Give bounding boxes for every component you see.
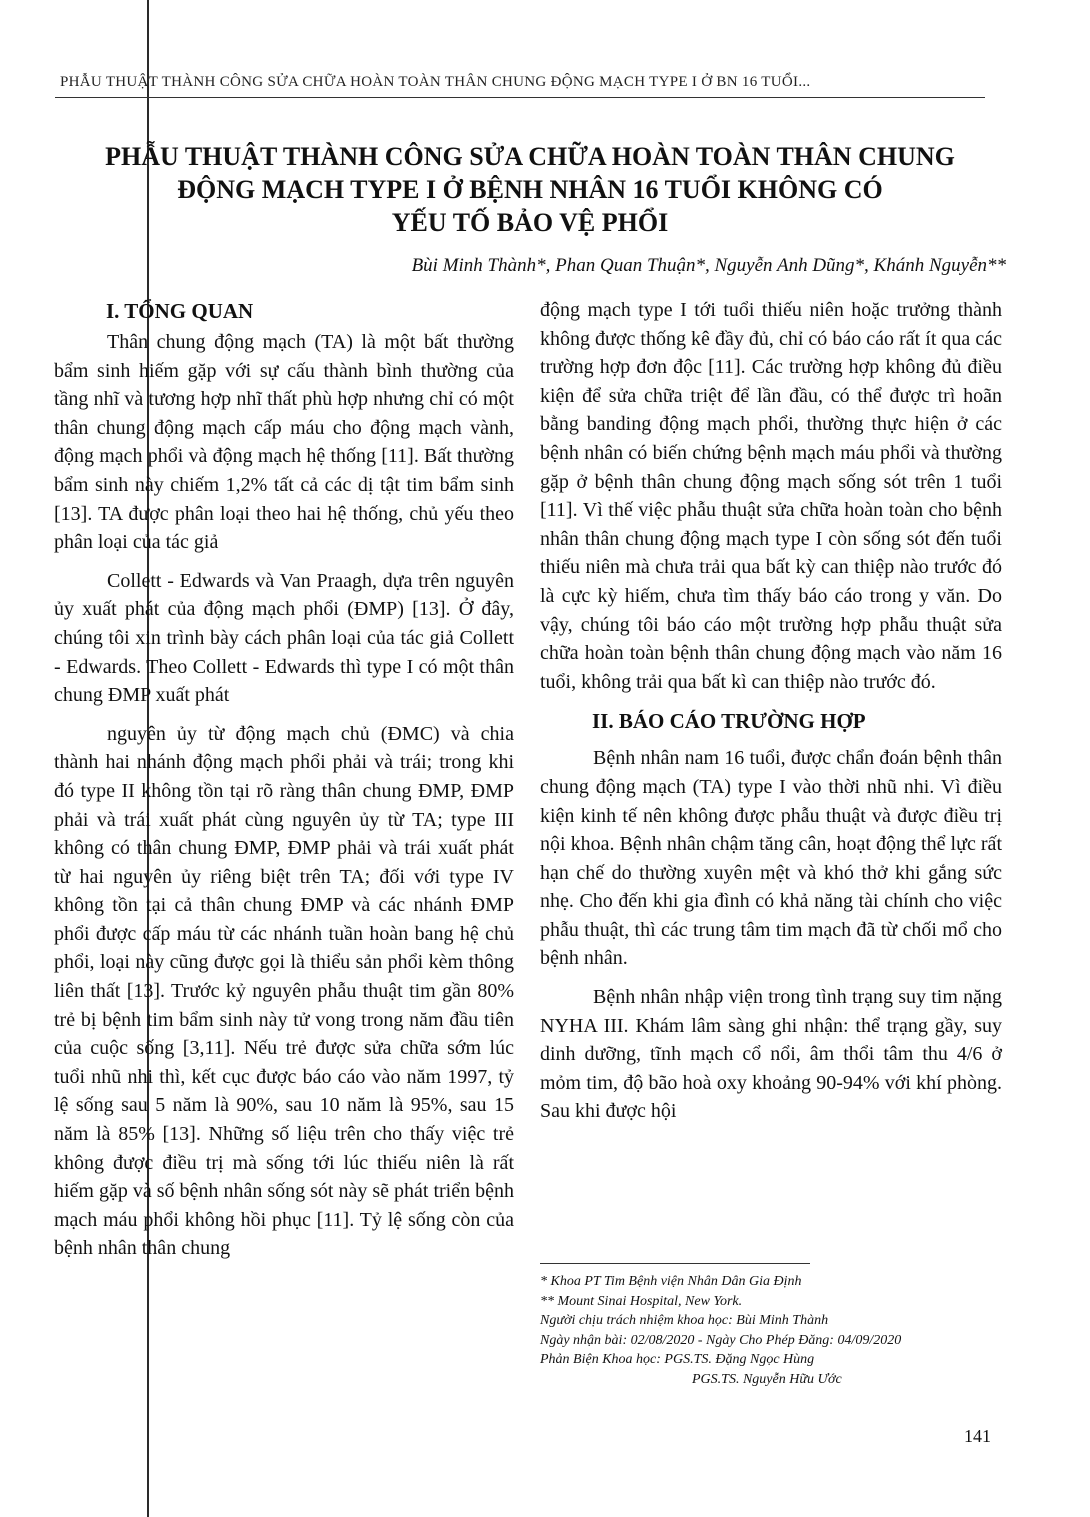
title-line-3: YẾU TỐ BẢO VỆ PHỔI (391, 208, 669, 237)
footnote-responsible: Người chịu trách nhiệm khoa học: Bùi Minh Thành (540, 1313, 829, 1328)
paragraph: Collett - Edwards và Van Praagh, dựa trên nguyên ủy xuất phát của động mạch phổi (ĐMP) [13]. Ở đây, chúng tôi xin trình bày cách phân loại của tác giả Collett - Edwards. Theo Collett - Edwards thì type I có một thân chung ĐMP xuất phát (54, 569, 514, 707)
author-list: Bùi Minh Thành*, Phan Quan Thuận*, Nguyễn Anh Dũng*, Khánh Nguyễn** (411, 255, 1006, 276)
title-line-2: ĐỘNG MẠCH TYPE I Ở BỆNH NHÂN 16 TUỔI KHÔNG CÓ (177, 175, 883, 204)
paragraph: Bệnh nhân nhập viện trong tình trạng suy tim nặng NYHA III. Khám lâm sàng ghi nhận: thể trạng gầy, suy dinh dưỡng, tĩnh mạch cổ nổi, âm thổi tâm thu 4/6 ở mỏm tim, độ bão hoà oxy khoảng 90-94% với khí phòng. Sau khi được hội (540, 986, 1002, 1123)
footnote-reviewer-2: PGS.TS. Nguyễn Hữu Ước (692, 1371, 842, 1387)
footnote-rule (540, 1263, 810, 1264)
header-rule (55, 97, 985, 98)
footnotes (540, 1272, 1000, 1389)
footnote-affiliation-2: ** Mount Sinai Hospital, New York. (540, 1293, 743, 1309)
article-title (60, 140, 1000, 239)
title-line-1: PHẪU THUẬT THÀNH CÔNG SỬA CHỮA HOÀN TOÀN THÂN CHUNG (105, 142, 955, 171)
left-column (54, 296, 514, 1273)
footnote-dates: Ngày nhận bài: 02/08/2020 - Ngày Cho Phép Đăng: 04/09/2020 (540, 1332, 902, 1348)
right-column (540, 296, 1002, 1136)
page-number: 141 (964, 1426, 991, 1446)
paragraph: Bệnh nhân nam 16 tuổi, được chẩn đoán bệnh thân chung động mạch (TA) type I vào thời nhũ nhi. Vì điều kiện kinh tế nên không được phẫu thuật và được điều trị nội khoa. Bệnh nhân chậm tăng cân, hoạt động thể lực rất hạn chế do thường xuyên mệt và khó thở khi gắng sức nhẹ. Cho đến khi gia đình có khả năng tài chính cho việc phẫu thuật, thì các trung tâm tim mạch đã từ chối mổ cho bệnh nhân. (540, 747, 1002, 970)
footnote-affiliation-1: * Khoa PT Tim Bệnh viện Nhân Dân Gia Định (540, 1274, 802, 1289)
paragraph: nguyên ủy từ động mạch chủ (ĐMC) và chia thành hai nhánh động mạch phổi phải và trái; trong khi đó type II không tồn tại rõ ràng thân chung ĐMP, ĐMP phải và trái xuất phát cùng nguyên ủy từ TA; type III không có thân chung ĐMP, ĐMP phải và trái xuất phát từ hai nguyên ủy riêng biệt trên TA; đối với type IV không tồn tại cả thân chung ĐMP và các nhánh ĐMP phổi được cấp máu từ các nhánh tuần hoàn bang hệ chủ phổi, loại này cũng được gọi là thiểu sản phổi kèm thông liên thất [13]. Trước kỷ nguyên phẫu thuật tim gần 80% trẻ bị bệnh tim bẩm sinh này tử vong trong năm đầu tiên của cuộc sống [3,11]. Nếu trẻ được sửa chữa sớm lúc tuổi nhũ nhi thì, kết cục được báo cáo vào năm 1997, tỷ lệ sống sau 5 năm là 90%, sau 10 năm là 95%, sau 15 năm là 85% [13]. Những số liệu trên cho thấy việc trẻ không được điều trị mà sống tới lúc thiếu niên là rất hiếm gặp và số bệnh nhân sống sót này sẽ phát triển bệnh mạch máu phổi không hồi phục [11]. Tỷ lệ sống còn của bệnh nhân thân chung (54, 722, 514, 1260)
section-heading-case-report: II. BÁO CÁO TRƯỜNG HỢP (592, 709, 866, 734)
section-heading-overview: I. TỔNG QUAN (106, 299, 254, 323)
footnote-reviewer-1: Phản Biện Khoa học: PGS.TS. Đặng Ngọc Hùng (540, 1352, 815, 1367)
paragraph: động mạch type I tới tuổi thiếu niên hoặc trưởng thành không được thống kê đầy đủ, chỉ có báo cáo rất ít qua các trường hợp đơn độc [11]. Các trường hợp không đủ điều kiện để sửa chữa triệt để lần đầu, có thể được trì hoãn bằng banding động mạch phổi, thường thực hiện ở các bệnh nhân có biến chứng bệnh mạch máu phổi và thường gặp ở bệnh thân chung động mạch sống sót trên 1 tuổi [11]. Vì thế việc phẫu thuật sửa chữa hoàn toàn cho bệnh nhân thân chung động mạch type I còn sống sót đến tuổi thiếu niên mà chưa trải qua bất kỳ can thiệp nào trước đó là cực kỳ hiếm, chưa tìm thấy báo cáo trong y văn. Do vậy, chúng tôi báo cáo một trường hợp phẫu thuật sửa chữa hoàn toàn bệnh thân chung động mạch vào năm 16 tuổi, không trải qua bất kì can thiệp nào trước đó. (540, 299, 1002, 693)
paragraph: Thân chung động mạch (TA) là một bất thường bẩm sinh hiếm gặp với sự cấu thành bình thường của tầng nhĩ và tương hợp nhĩ thất phù hợp nhưng chỉ có một thân chung động mạch cấp máu cho động mạch vành, động mạch phổi và động mạch hệ thống [11]. Bất thường bẩm sinh này chiếm 1,2% tất cả các dị tật tim bẩm sinh [13]. TA được phân loại theo hai hệ thống, chủ yếu theo phân loại của tác giả (54, 331, 514, 554)
running-head: PHẪU THUẬT THÀNH CÔNG SỬA CHỮA HOÀN TOÀN THÂN CHUNG ĐỘNG MẠCH TYPE I Ở BN 16 TUỔI... (60, 74, 811, 90)
